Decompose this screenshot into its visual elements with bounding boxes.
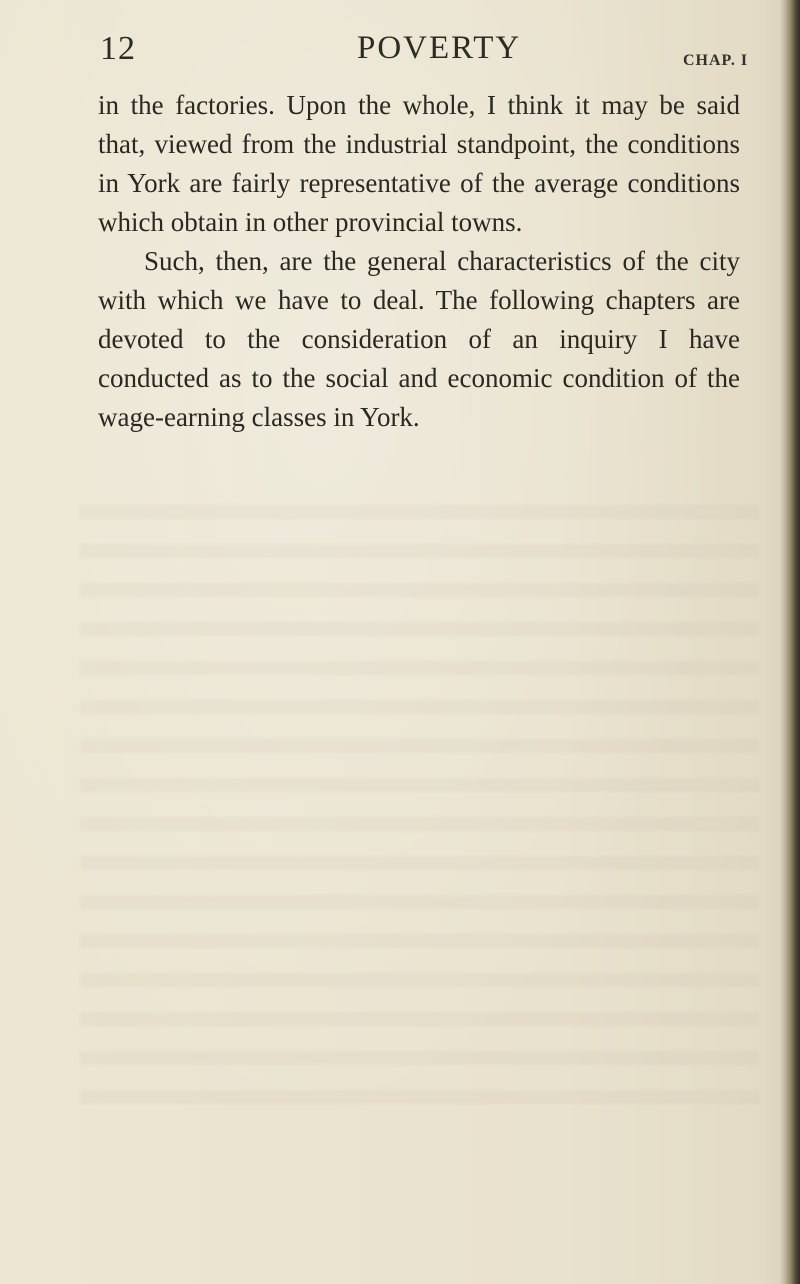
chapter-mark: CHAP. I [683, 52, 749, 69]
page-number: 12 [100, 30, 136, 67]
paragraph-continued: in the factories. Upon the whole, I think it may be said that, viewed from the industrial standpoint, the conditions in York are fairly representative of the average conditions which obtain in other provincial towns. [98, 90, 740, 237]
show-through-texture [80, 505, 760, 1125]
book-edge [786, 0, 800, 1284]
running-title: POVERTY [357, 30, 522, 66]
page-header [0, 30, 800, 80]
paragraph: Such, then, are the general characteristics of the city with which we have to deal. The following chapters are devoted to the consideration of an inquiry I have conducted as to the social and economic condition of the wage-earning classes in York. [98, 246, 740, 432]
body-text [98, 86, 740, 437]
